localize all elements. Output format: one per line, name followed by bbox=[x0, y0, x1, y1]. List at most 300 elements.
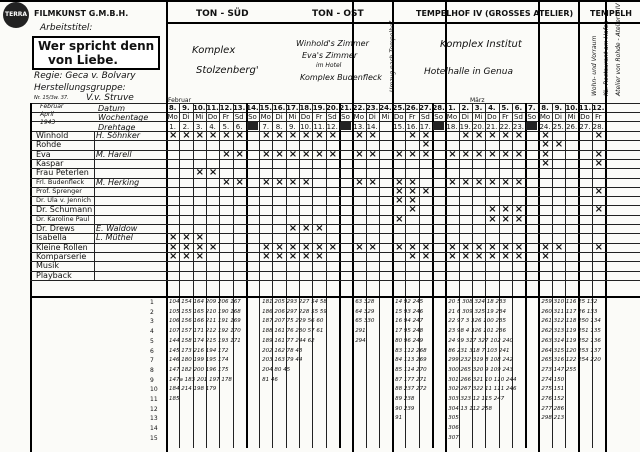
row-number: 15 bbox=[150, 434, 158, 442]
scene-numbers-row: 302 267 322 11 111 246 bbox=[448, 386, 517, 393]
shooting-mark: × bbox=[315, 130, 324, 141]
shooting-mark: × bbox=[222, 148, 231, 160]
shooting-mark: × bbox=[368, 148, 377, 160]
date-cell: 5. bbox=[501, 104, 509, 112]
shooting-mark: × bbox=[395, 176, 404, 188]
date-cell: 14. bbox=[246, 104, 259, 112]
cast-role: Playback bbox=[36, 270, 72, 280]
shooting-mark: × bbox=[355, 241, 364, 253]
shooting-mark: × bbox=[474, 250, 484, 262]
group-tempelhof: TEMPELHOF IV (GROSSES ATELIER) bbox=[416, 9, 574, 18]
shooting-mark: × bbox=[421, 139, 431, 151]
column-line bbox=[419, 103, 420, 448]
date-cell: 10. bbox=[193, 104, 206, 112]
shooting-mark: × bbox=[501, 204, 510, 216]
shooting-mark: × bbox=[182, 250, 191, 262]
set-winhold-2: Eva's Zimmer bbox=[302, 51, 358, 60]
weekday-cell: Mi bbox=[381, 113, 390, 121]
set-komplex-2: Stolzenberg' bbox=[196, 65, 259, 76]
sunday-block bbox=[340, 122, 351, 130]
shooting-mark: × bbox=[408, 204, 417, 216]
drehtag-cell: 21. bbox=[486, 123, 498, 131]
scene-numbers-row: 265 316 122 254 220 bbox=[541, 357, 601, 364]
weekday-cell: Mi bbox=[474, 113, 483, 121]
drehtag-cell: 13. bbox=[353, 123, 365, 131]
weekday-cell: Di bbox=[554, 113, 562, 121]
shooting-mark: × bbox=[488, 130, 497, 141]
row-number: 5 bbox=[150, 337, 154, 345]
scene-numbers-row: 91 bbox=[395, 415, 403, 422]
row-number: 1 bbox=[150, 299, 154, 306]
shooting-mark: × bbox=[554, 241, 564, 253]
shooting-mark: × bbox=[195, 167, 204, 179]
weekday-cell: Sd bbox=[327, 113, 337, 121]
column-line bbox=[299, 103, 300, 448]
shooting-mark: × bbox=[448, 176, 457, 188]
scene-numbers-row: 262 313 119 251 135 bbox=[541, 328, 601, 335]
datum-label: Datum bbox=[98, 104, 126, 113]
shooting-mark: × bbox=[235, 176, 244, 188]
date-cell: 28. bbox=[432, 104, 445, 112]
shooting-mark: × bbox=[195, 232, 204, 244]
shooting-mark: × bbox=[501, 250, 510, 262]
scene-numbers-row: 299 232 319 8 108 242 bbox=[448, 357, 514, 364]
scene-numbers-row: 275 151 bbox=[541, 386, 565, 393]
weekday-cell: Do bbox=[486, 113, 497, 121]
set-right-note-1: Wohn- und Vorraum bbox=[591, 35, 598, 96]
shooting-mark: × bbox=[235, 130, 244, 141]
shooting-mark: × bbox=[262, 241, 271, 253]
shooting-mark: × bbox=[408, 176, 417, 188]
row-number: 3 bbox=[150, 318, 154, 326]
shooting-mark: × bbox=[421, 250, 431, 262]
weekday-cell: Di bbox=[368, 113, 376, 121]
film-title-line1: Wer spricht denn bbox=[38, 39, 155, 53]
set-winhold-3: im Hotel bbox=[316, 62, 342, 69]
column-line bbox=[565, 103, 566, 448]
column-line bbox=[219, 103, 220, 448]
cast-role: Dr. Schumann bbox=[36, 205, 93, 215]
cast-role: Dr. Ula v. Jennich bbox=[36, 196, 91, 205]
scene-numbers-row: 184 214 198 179 bbox=[169, 386, 217, 393]
shooting-mark: × bbox=[368, 176, 377, 188]
shooting-mark: × bbox=[461, 130, 470, 141]
row-number: 7 bbox=[150, 357, 154, 365]
weekday-cell: So bbox=[434, 113, 444, 121]
drehtag-cell: 4. bbox=[209, 123, 216, 131]
shooting-mark: × bbox=[421, 241, 431, 253]
drehtag-cell: 16. bbox=[406, 123, 418, 131]
column-line bbox=[206, 103, 207, 448]
cast-actor: M. Herking bbox=[96, 177, 140, 187]
date-cell: 9. bbox=[554, 104, 563, 112]
shooting-mark: × bbox=[488, 213, 497, 225]
column-line bbox=[512, 103, 513, 448]
shooting-mark: × bbox=[195, 241, 204, 253]
shooting-mark: × bbox=[302, 223, 311, 234]
scene-numbers-row: 84 113 269 bbox=[395, 357, 427, 364]
weekday-cell: Mi bbox=[195, 113, 204, 121]
scene-numbers-row: 89 238 bbox=[395, 396, 415, 402]
cast-row-line bbox=[30, 187, 640, 188]
shooting-mark: × bbox=[594, 241, 603, 253]
weekday-cell: Mo bbox=[539, 113, 551, 121]
date-cell: 26. bbox=[405, 104, 419, 112]
cast-role: Rohde bbox=[36, 140, 62, 150]
shooting-mark: × bbox=[421, 148, 431, 160]
scene-numbers-row: 186 206 297 228 55 59 bbox=[262, 308, 327, 315]
shooting-mark: × bbox=[355, 176, 364, 188]
date-cell: 24. bbox=[379, 104, 392, 112]
scene-numbers-row: 273 147 255 bbox=[541, 366, 577, 373]
scene-numbers-row: 107 157 171 212 192 170 bbox=[169, 328, 241, 335]
shooting-mark: × bbox=[448, 250, 457, 262]
cast-role: Frl. Budenfleck bbox=[36, 177, 85, 186]
drehtag-cell: 2. bbox=[182, 123, 190, 131]
drehtag-cell: 1. bbox=[169, 123, 176, 131]
scene-numbers-row: 202 162 78 43 bbox=[262, 347, 303, 354]
scene-numbers-row: 85 114 270 bbox=[395, 366, 427, 373]
date-cell: 19. bbox=[312, 104, 326, 112]
shooting-mark: × bbox=[302, 130, 311, 141]
weekday-cell: Fr bbox=[408, 113, 416, 121]
shooting-mark: × bbox=[421, 185, 431, 197]
shooting-mark: × bbox=[594, 204, 603, 216]
scene-numbers-row: 87 177 271 bbox=[395, 376, 427, 383]
cast-row-line bbox=[30, 280, 640, 281]
shooting-mark: × bbox=[288, 241, 298, 253]
weekday-cell: Mi bbox=[288, 113, 297, 121]
scene-numbers-row: 81 46 bbox=[262, 376, 278, 383]
shooting-mark: × bbox=[488, 241, 497, 253]
header-row-line bbox=[30, 121, 640, 122]
date-cell: 13. bbox=[232, 104, 246, 112]
row-number: 9 bbox=[150, 376, 154, 384]
shooting-mark: × bbox=[169, 250, 178, 262]
cast-role: Kaspar bbox=[36, 158, 64, 168]
drehtag-cell: 27. bbox=[579, 123, 591, 131]
date-cell: 7. bbox=[527, 104, 536, 112]
drehtag-cell: 7. bbox=[262, 123, 270, 131]
shooting-mark: × bbox=[501, 213, 510, 225]
scene-numbers-row: 189 161 77 244 62 bbox=[262, 337, 315, 344]
scene-numbers-row: 301 266 321 10 110 244 bbox=[448, 376, 517, 383]
set-komplex-1: Komplex bbox=[192, 45, 236, 56]
shooting-mark: × bbox=[275, 176, 284, 188]
weekday-cell: Di bbox=[182, 113, 190, 121]
drehtag-cell: 19. bbox=[459, 123, 471, 131]
shooting-mark: × bbox=[315, 250, 324, 262]
film-title-line2: von Liebe. bbox=[48, 53, 118, 67]
shooting-mark: × bbox=[262, 250, 271, 262]
shooting-mark: × bbox=[514, 148, 524, 160]
shooting-mark: × bbox=[395, 195, 404, 207]
group-separator bbox=[352, 0, 354, 452]
shooting-mark: × bbox=[302, 241, 311, 253]
scene-numbers-row: 146 180 199 195 174 bbox=[169, 357, 229, 364]
company-name: FILMKUNST G.M.B.H. bbox=[34, 9, 129, 18]
drehtag-cell: 17. bbox=[419, 123, 431, 131]
scene-numbers-row: 300 265 320 9 109 243 bbox=[448, 366, 514, 373]
sunday-block bbox=[433, 122, 444, 130]
set-institut-1: Komplex Institut bbox=[440, 39, 522, 50]
weekday-cell: Mo bbox=[260, 113, 271, 121]
cast-role: Isabella bbox=[36, 233, 67, 243]
drehtag-cell: 20. bbox=[472, 123, 485, 131]
cast-actor: E. Waldow bbox=[96, 224, 138, 233]
column-line bbox=[339, 103, 341, 448]
shooting-mark: × bbox=[395, 148, 404, 160]
date-cell: 15. bbox=[259, 104, 272, 112]
column-line bbox=[366, 103, 367, 448]
date-cell: 6. bbox=[514, 104, 523, 112]
column-line bbox=[379, 103, 380, 448]
drehtag-cell: 5. bbox=[222, 123, 230, 131]
group-separator bbox=[605, 0, 607, 452]
shooting-mark: × bbox=[488, 176, 497, 188]
weekday-cell: Sd bbox=[514, 113, 523, 121]
shooting-mark: × bbox=[275, 241, 284, 253]
scene-numbers-row: 144 158 174 215 193 171 bbox=[169, 337, 241, 344]
column-line bbox=[259, 103, 260, 448]
set-right-note-3: Atelier von Rohde - Atelier 3 IV bbox=[615, 3, 622, 96]
shooting-mark: × bbox=[328, 148, 337, 160]
date-cell: 10. bbox=[565, 104, 578, 112]
cast-row-line bbox=[30, 271, 640, 272]
shooting-mark: × bbox=[408, 185, 417, 197]
row-number: 8 bbox=[150, 366, 154, 374]
cast-role: Frau Peterlen bbox=[36, 168, 89, 178]
group-ton-ost: TON - OST bbox=[312, 9, 364, 19]
scene-numbers-row: 83 112 268 bbox=[395, 347, 427, 354]
scene-numbers-row: 259 310 116 25 132 bbox=[541, 299, 598, 305]
shooting-mark: × bbox=[328, 130, 337, 141]
herstellungsgruppe-label: Herstellungsgruppe: bbox=[34, 83, 126, 93]
shooting-mark: × bbox=[182, 241, 191, 253]
shooting-mark: × bbox=[461, 241, 470, 253]
cast-role: Dr. Karoline Paul bbox=[36, 214, 90, 223]
scene-numbers-row: 23 98 4 326 101 236 bbox=[448, 328, 507, 335]
scene-numbers-row: 264 315 120 253 137 bbox=[541, 347, 601, 354]
scene-numbers-row: 14 92 245 bbox=[395, 299, 424, 305]
weekday-cell: Fr bbox=[501, 113, 509, 121]
shooting-mark: × bbox=[541, 250, 550, 262]
scene-numbers-row: 65 330 bbox=[355, 318, 375, 325]
weekday-cell: So bbox=[248, 113, 257, 121]
sunday-block bbox=[526, 122, 537, 130]
date-cell: 16. bbox=[272, 104, 286, 112]
shooting-mark: × bbox=[501, 130, 510, 141]
shooting-mark: × bbox=[222, 176, 231, 188]
date-cell: 18. bbox=[299, 104, 312, 112]
row-number: 10 bbox=[150, 386, 158, 394]
shooting-mark: × bbox=[488, 250, 497, 262]
scene-numbers-row: 106 156 166 211 191 169 bbox=[169, 318, 241, 325]
drehtag-cell: 25. bbox=[552, 123, 564, 131]
scene-numbers-row: 188 161 76 230 57 61 bbox=[262, 328, 324, 335]
scene-numbers-row: 105 155 165 210 190 168 bbox=[169, 308, 241, 315]
shooting-mark: × bbox=[488, 204, 497, 216]
column-line bbox=[592, 103, 593, 448]
shooting-mark: × bbox=[288, 223, 298, 234]
drehtag-cell: 18. bbox=[446, 123, 458, 131]
weekday-cell: Fr bbox=[595, 113, 602, 121]
logo-text: TERRA bbox=[5, 11, 28, 18]
shooting-mark: × bbox=[315, 148, 324, 160]
date-cell: 11. bbox=[206, 104, 219, 112]
column-line bbox=[193, 103, 194, 448]
shooting-mark: × bbox=[594, 148, 603, 160]
date-cell: 27. bbox=[419, 104, 432, 112]
shooting-mark: × bbox=[408, 241, 417, 253]
hg-name: V.v. Struve bbox=[86, 93, 134, 103]
scene-numbers-row: 88 237 272 bbox=[395, 386, 427, 393]
row-number: 4 bbox=[150, 328, 154, 336]
group-separator bbox=[538, 0, 540, 452]
scene-numbers-row: 306 bbox=[448, 425, 459, 432]
drehtag-cell: 12. bbox=[326, 123, 338, 131]
date-cell: 8. bbox=[168, 104, 177, 112]
date-cell: 8. bbox=[541, 104, 549, 112]
shooting-mark: × bbox=[461, 176, 470, 188]
scene-numbers-row: 104 154 164 209 206 167 bbox=[169, 299, 241, 305]
month-feb: Februar bbox=[168, 97, 192, 104]
drehtag-cell: 3. bbox=[195, 123, 203, 131]
weekday-cell: Do bbox=[393, 113, 404, 121]
cast-role: Eva bbox=[36, 149, 51, 159]
cast-row-line bbox=[30, 205, 640, 206]
shooting-mark: × bbox=[302, 176, 311, 188]
shooting-mark: × bbox=[514, 176, 524, 188]
scene-numbers-row: 86 231 318 7 103 241 bbox=[448, 347, 510, 354]
cast-role: Musik bbox=[36, 261, 59, 271]
shooting-mark: × bbox=[408, 148, 417, 160]
date-cell: 25. bbox=[392, 104, 405, 112]
shooting-mark: × bbox=[474, 148, 484, 160]
date-cell: 17. bbox=[286, 104, 299, 112]
scene-numbers-row: 90 239 bbox=[395, 405, 415, 412]
shooting-mark: × bbox=[594, 157, 603, 169]
weekday-cell: Do bbox=[580, 113, 590, 121]
weekday-cell: Mi bbox=[567, 113, 576, 121]
drehtag-cell: 23. bbox=[512, 123, 525, 131]
shooting-mark: × bbox=[594, 130, 603, 141]
shooting-mark: × bbox=[541, 241, 550, 253]
shooting-mark: × bbox=[262, 148, 271, 160]
drehtag-cell: 9. bbox=[288, 123, 296, 131]
scene-numbers-row: 204 80 45 bbox=[262, 366, 291, 373]
group-separator bbox=[445, 0, 447, 452]
header-line bbox=[166, 22, 640, 24]
shooting-mark: × bbox=[355, 148, 364, 160]
scene-numbers-row: 203 163 79 44 bbox=[262, 357, 303, 364]
scene-numbers-row: 274 150 bbox=[541, 376, 565, 383]
actor-column-line bbox=[94, 131, 95, 281]
cast-role: Winhold bbox=[36, 131, 69, 140]
shooting-mark: × bbox=[395, 241, 404, 253]
row-number: 2 bbox=[150, 308, 154, 316]
date-cell: 4. bbox=[488, 104, 496, 112]
drehtag-cell: 6. bbox=[235, 123, 243, 131]
set-right-note-2: KL. Restaurant am Hafen bbox=[603, 20, 610, 96]
group-separator bbox=[578, 0, 580, 452]
shooting-mark: × bbox=[501, 148, 510, 160]
weekday-cell: Mo bbox=[446, 113, 458, 121]
drehtag-cell: 22. bbox=[499, 123, 511, 131]
drehtag-cell: 28. bbox=[592, 123, 604, 131]
scene-numbers-row: 294 bbox=[355, 337, 366, 344]
drehtag-cell: 14. bbox=[366, 123, 378, 131]
cast-role: Komparserie bbox=[36, 251, 87, 261]
top-border bbox=[0, 0, 640, 2]
scene-numbers-row: 15 93 246 bbox=[395, 308, 424, 315]
date-cell: 12. bbox=[219, 104, 233, 112]
shooting-mark: × bbox=[514, 213, 524, 225]
scene-numbers-row: 260 311 117 26 133 bbox=[541, 308, 598, 315]
drehtag-cell: 24. bbox=[539, 123, 551, 131]
set-institut-2: Hotelhalle in Genua bbox=[424, 67, 513, 77]
shooting-mark: × bbox=[355, 130, 364, 141]
weekday-cell: Fr bbox=[315, 113, 323, 121]
weekday-cell: Do bbox=[300, 113, 311, 121]
date-cell: 1. bbox=[448, 104, 456, 112]
shooting-mark: × bbox=[541, 130, 550, 141]
shooting-mark: × bbox=[208, 241, 218, 253]
drehtag-cell: 15. bbox=[393, 123, 405, 131]
set-umzug: Umzug nach Tempelhof bbox=[389, 21, 396, 92]
shooting-mark: × bbox=[514, 241, 524, 253]
scene-numbers-row: 298 213 bbox=[541, 415, 565, 422]
row-number: 6 bbox=[150, 347, 154, 355]
shooting-mark: × bbox=[408, 195, 417, 207]
shooting-mark: × bbox=[195, 250, 204, 262]
shooting-mark: × bbox=[514, 250, 524, 262]
shooting-mark: × bbox=[262, 130, 271, 141]
date-cell: 3. bbox=[474, 104, 483, 112]
scene-numbers-row: 181 205 293 227 54 58 bbox=[262, 299, 327, 305]
shooting-mark: × bbox=[169, 130, 178, 141]
shooting-mark: × bbox=[395, 213, 404, 225]
shooting-mark: × bbox=[182, 130, 191, 141]
set-winhold-4: Komplex Budenfleck bbox=[300, 73, 382, 82]
column-line bbox=[246, 103, 248, 448]
shooting-mark: × bbox=[262, 176, 271, 188]
month-mar: März bbox=[470, 97, 485, 104]
scene-numbers-row: 145 173 216 194 172 bbox=[169, 347, 229, 354]
shooting-mark: × bbox=[302, 148, 311, 160]
left-border bbox=[30, 103, 32, 452]
shooting-mark: × bbox=[541, 148, 550, 160]
shooting-mark: × bbox=[448, 148, 457, 160]
column-line bbox=[326, 103, 327, 448]
date-cell: 21. bbox=[339, 104, 352, 112]
weekday-cell: Di bbox=[275, 113, 283, 121]
shooting-mark: × bbox=[368, 241, 377, 253]
column-line bbox=[432, 103, 434, 448]
scene-numbers-row: 16 94 247 bbox=[395, 318, 424, 325]
scene-section-line bbox=[30, 296, 640, 298]
shooting-mark: × bbox=[315, 223, 324, 234]
set-winhold-1: Winhold's Zimmer bbox=[296, 39, 369, 48]
shooting-mark: × bbox=[235, 148, 244, 160]
cast-actor: H. Söhnker bbox=[96, 131, 141, 140]
scene-numbers-row: 187 207 75 229 56 60 bbox=[262, 318, 324, 325]
weekday-cell: Do bbox=[207, 113, 218, 121]
cast-role: Kleine Rollen bbox=[36, 242, 88, 252]
shooting-mark: × bbox=[488, 148, 497, 160]
shooting-mark: × bbox=[448, 241, 457, 253]
shooting-mark: × bbox=[541, 157, 550, 169]
